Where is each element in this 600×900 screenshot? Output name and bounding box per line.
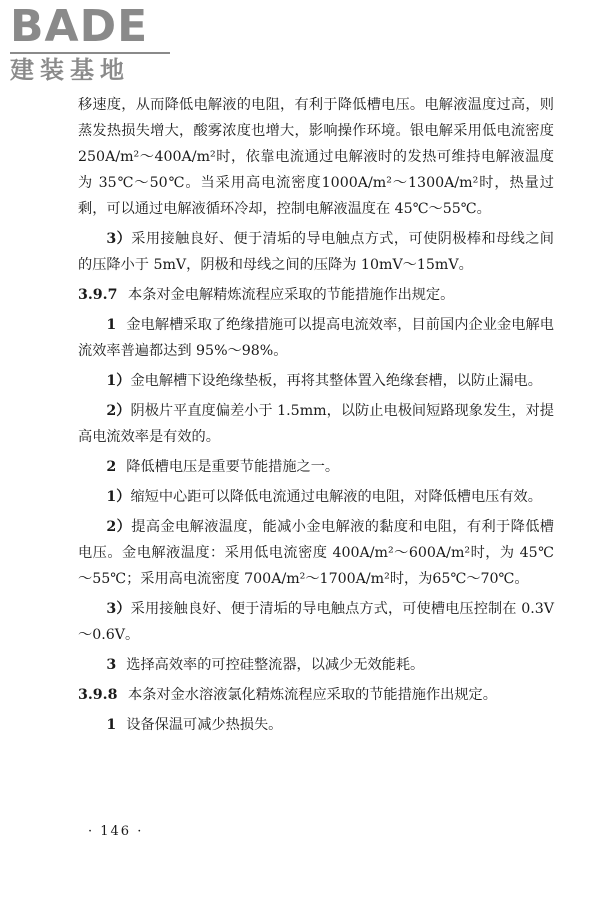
paragraph-text: 设备保温可减少热损失。: [126, 717, 283, 733]
clause-number: 3.9.7: [78, 287, 118, 303]
paragraph: [78, 712, 554, 738]
item-number: 1: [106, 717, 117, 733]
clause-number: 3.9.8: [78, 687, 118, 703]
paragraph: [78, 652, 554, 678]
logo-word: BADE: [10, 1, 149, 52]
paragraph: [78, 596, 554, 648]
sub-item-number: 3）: [106, 601, 131, 617]
sub-item-number: 2）: [106, 519, 132, 535]
paragraph-text: 选择高效率的可控硅整流器，以减少无效能耗。: [126, 657, 425, 673]
paragraph-text: 阴极片平直度偏差小于 1.5mm，以防止电极间短路现象发生，对提高电流效率是有效的。: [78, 403, 554, 445]
sub-item-number: 2）: [106, 403, 131, 419]
item-number: 3: [106, 657, 117, 673]
document-body: [78, 92, 554, 742]
paragraph-text: 采用接触良好、便于清垢的导电触点方式，可使阴极棒和母线之间的压降小于 5mV，阴极和母线之间的压降为 10mV～15mV。: [78, 231, 554, 273]
paragraph-text: 金电解槽下设绝缘垫板，再将其整体置入绝缘套槽，以防止漏电。: [130, 373, 542, 389]
paragraph-text: 本条对金电解精炼流程应采取的节能措施作出规定。: [128, 287, 455, 303]
paragraph: [78, 226, 554, 278]
section-clause: [78, 682, 554, 708]
section-clause: [78, 282, 554, 308]
sub-item-number: 1）: [106, 373, 131, 389]
paragraph: [78, 368, 554, 394]
item-number: 1: [106, 317, 117, 333]
paragraph: [78, 398, 554, 450]
sub-item-number: 1）: [106, 489, 131, 505]
paragraph-text: 金电解槽采取了绝缘措施可以提高电流效率，目前国内企业金电解电流效率普遍都达到 95%～98%。: [78, 317, 554, 359]
sub-item-number: 3）: [106, 231, 132, 247]
paragraph-text: 降低槽电压是重要节能措施之一。: [126, 459, 340, 475]
paragraph: [78, 484, 554, 510]
paragraph: [78, 312, 554, 364]
item-number: 2: [106, 459, 117, 475]
paragraph-text: 缩短中心距可以降低电流通过电解液的电阻，对降低槽电压有效。: [130, 489, 542, 505]
bade-logo: [10, 1, 180, 84]
logo-divider: [10, 52, 170, 54]
paragraph-text: 采用接触良好、便于清垢的导电触点方式，可使槽电压控制在 0.3V～0.6V。: [78, 601, 555, 643]
logo-subtitle: 建装基地: [10, 56, 130, 84]
paragraph: [78, 454, 554, 480]
paragraph-text: 本条对金水溶液氯化精炼流程应采取的节能措施作出规定。: [128, 687, 497, 703]
page-number: · 146 ·: [88, 824, 144, 839]
paragraph: [78, 92, 554, 222]
paragraph-text: 提高金电解液温度，能减小金电解液的黏度和电阻，有利于降低槽电压。金电解液温度：采用低电流密度 400A/m²～600A/m²时，为 45℃～55℃；采用高电流密度 700A/m²～1700A/m²时，为65℃～70℃。: [78, 519, 554, 587]
paragraph: [78, 514, 554, 592]
paragraph-text: 移速度，从而降低电解液的电阻，有利于降低槽电压。电解液温度过高，则蒸发热损失增大，酸雾浓度也增大，影响操作环境。银电解采用低电流密度 250A/m²～400A/m²时，依靠电流通过电解液时的发热可维持电解液温度为 35℃～50℃。当采用高电流密度1000A/m²～1300A/m²时，热量过剩，可以通过电解液循环冷却，控制电解液温度在 45℃～55℃。: [78, 97, 554, 217]
